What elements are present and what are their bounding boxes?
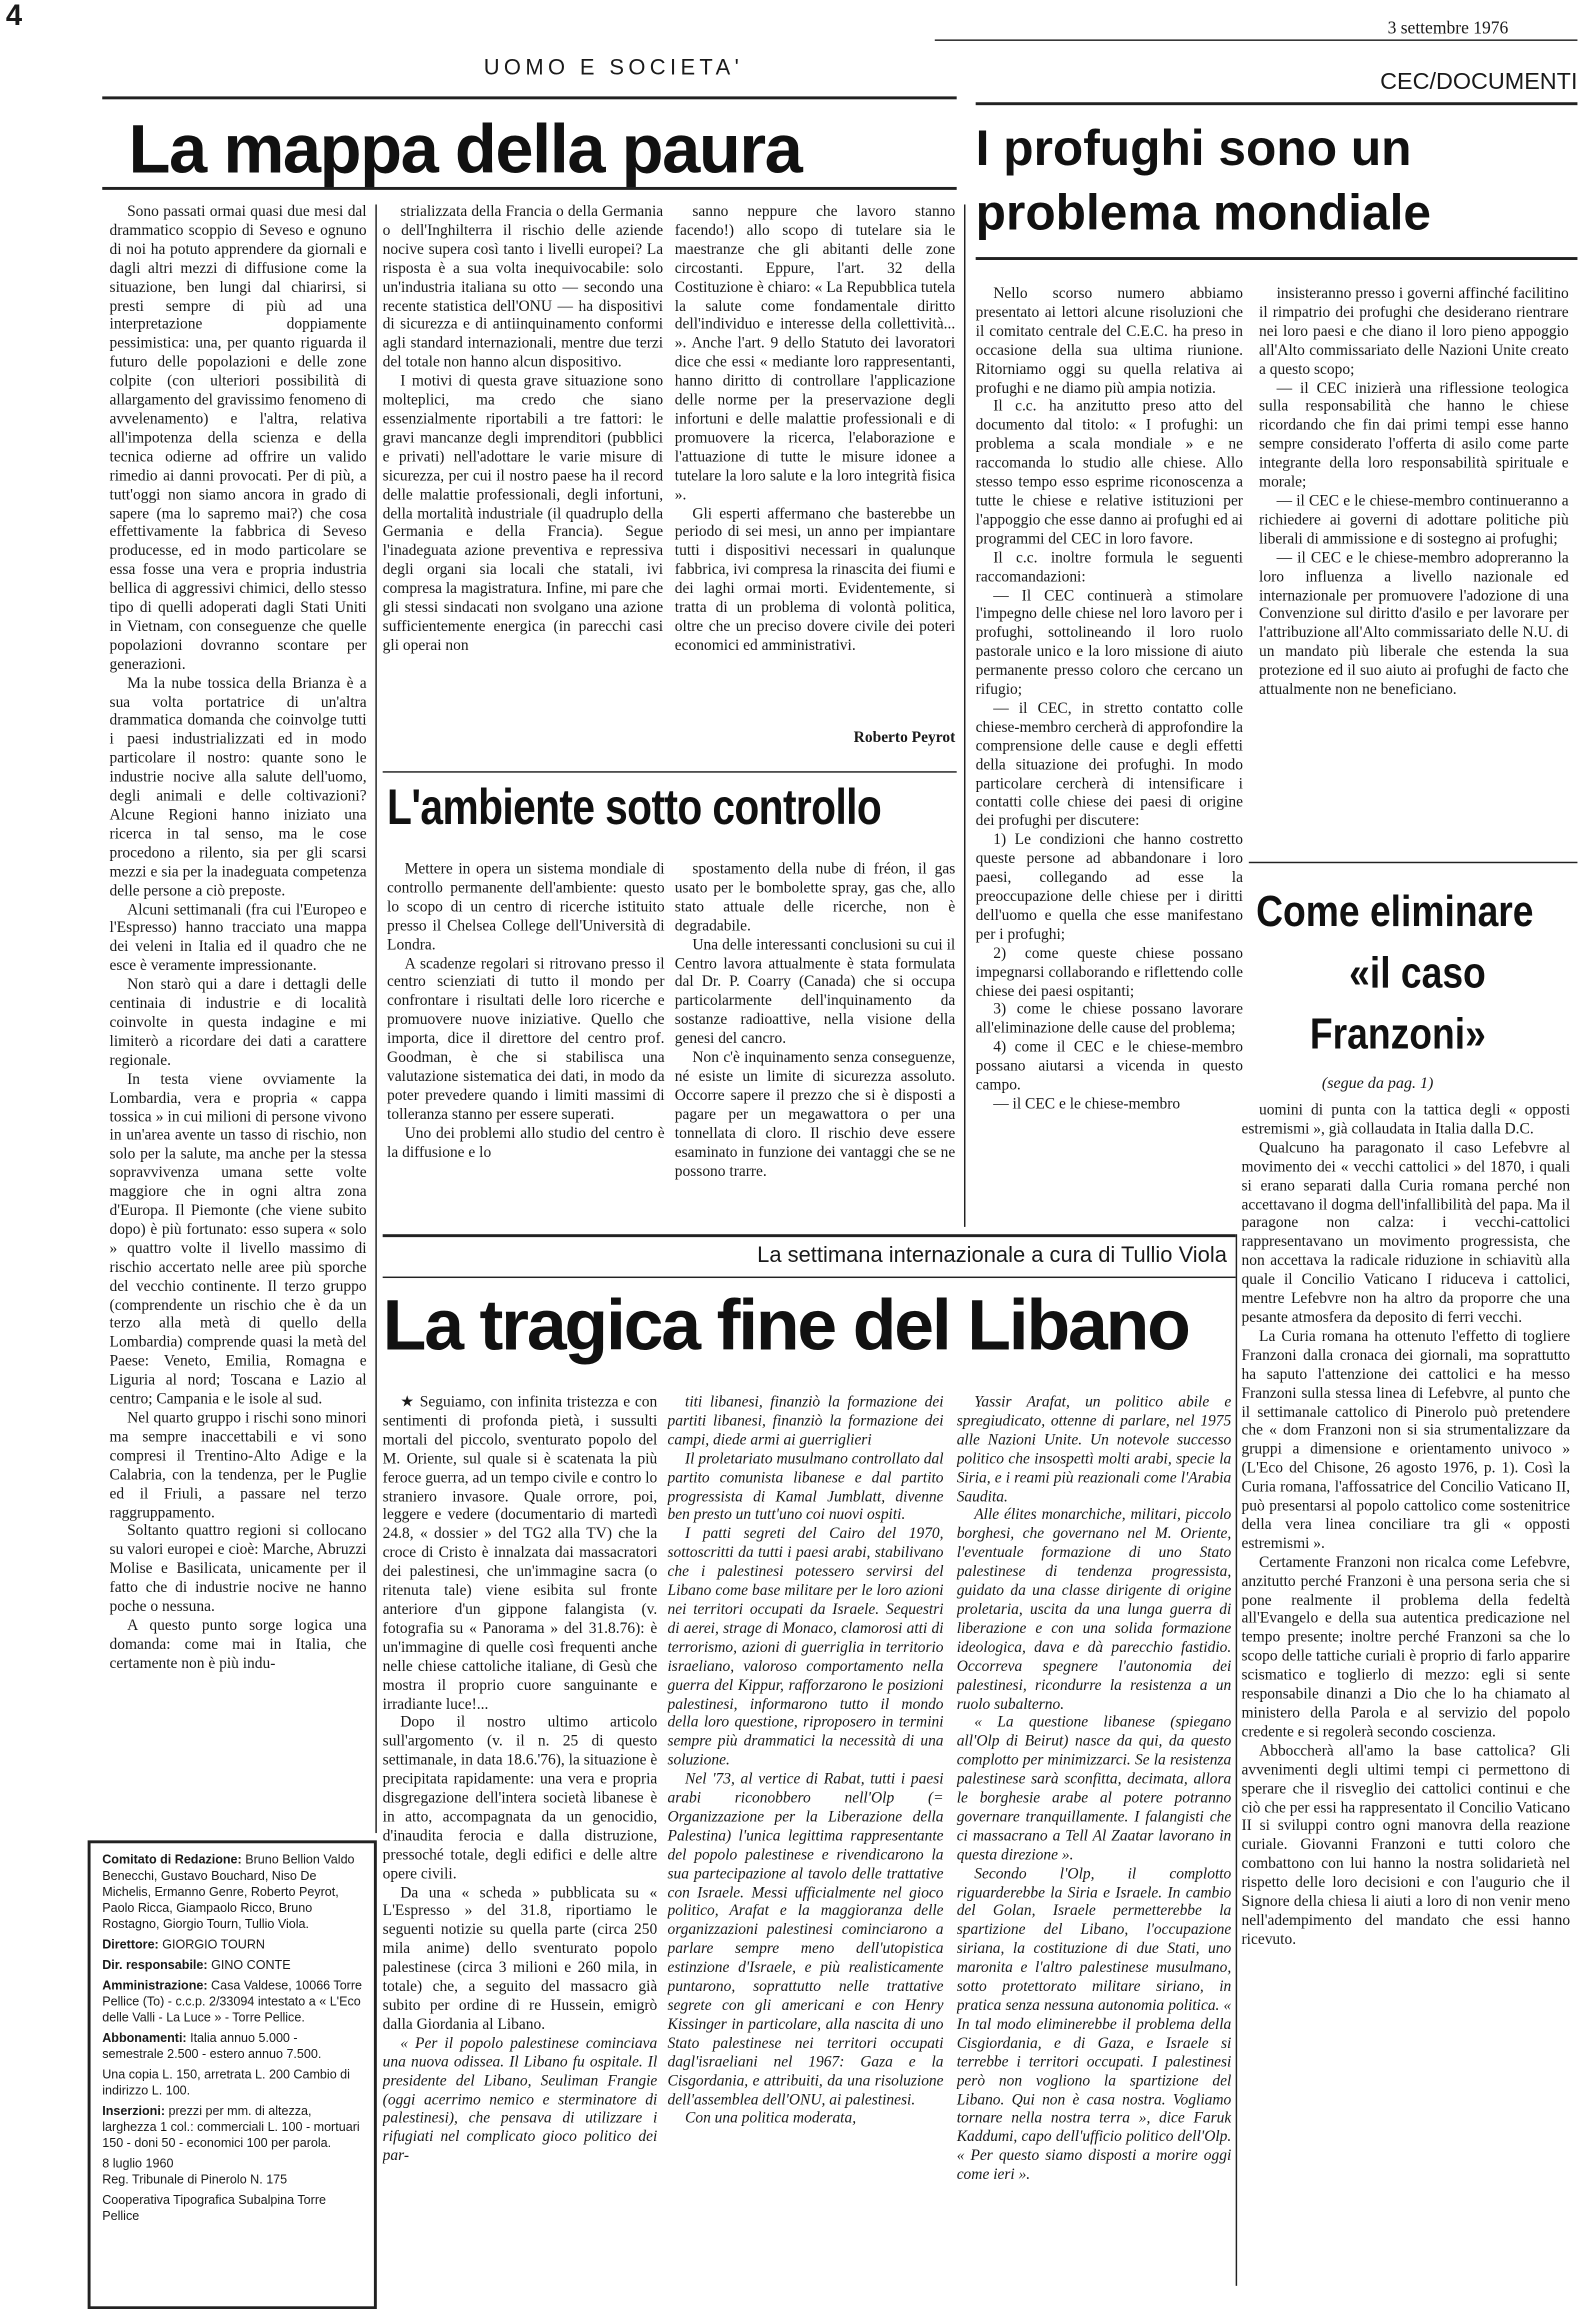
author-byline: Roberto Peyrot <box>853 730 956 747</box>
paragraph: Il c.c. ha anzitutto preso atto del documento dal titolo: « I profughi: un problema a scala mondiale » e ne raccomanda lo studio alle chiese. Allo stesso tempo esso esprime riconoscenza a tutte le chiese e relative istituzioni per l'appoggio che esse danno ai profughi ed ai programmi del CEC in loro favore. <box>975 399 1243 548</box>
article-column <box>387 862 665 1220</box>
paragraph: uomini di punta con la tattica degli « opposti estremismi », già collaudata in Italia dalla D.C. <box>1241 1102 1571 1138</box>
article-column <box>383 204 663 766</box>
headline-ambiente: L'ambiente sotto controllo <box>387 779 882 836</box>
section-title-left: UOMO E SOCIETA' <box>483 55 744 81</box>
divider <box>976 257 1578 260</box>
paragraph: Soltanto quattro regioni si collocano su valori europei e cioè: Marche, Abruzzi Molise e Basilicata, unicamente per il fatto che di industrie nocive ne hanno poche o nessuna. <box>109 1524 367 1616</box>
value: Cooperativa Tipografica Subalpina Torre Pellice <box>102 2192 327 2224</box>
headline-libano: La tragica fine del Libano <box>382 1286 1189 1366</box>
divider <box>383 1234 1236 1237</box>
value: Italia annuo 5.000 - semestrale 2.500 - estero annuo 7.500. <box>102 2030 322 2061</box>
paragraph: titi libanesi, finanziò la formazione dei partiti libanesi, finanziò la formazione dei campi, diede armi ai guerriglieri <box>667 1394 944 1449</box>
paragraph: Qualcuno ha paragonato il caso Lefebvre al movimento dei « vecchi cattolici » del 1870, i quali si erano separati dalla Curia romana perché non accettavano il dogma dell'infallibilità del papa. Ma il paragone non calza: i vecchi-cattolici rappresentavano un movimento progressista, che non accettava la radicale riduzione in schiavitù alla quale il Concilio Vaticano I riduceva i cattolici, mentre Lefebvre non ha altro da proporre che una pesante atmosfera da deposito di ferri vecchi. <box>1241 1140 1571 1327</box>
paragraph: A questo punto sorge logica una domanda: come mai in Italia, che certamente non è più indu- <box>109 1618 367 1673</box>
page-number: 4 <box>5 0 23 33</box>
continued-note: (segue da pag. 1) <box>1321 1075 1434 1093</box>
divider <box>1249 862 1578 863</box>
paragraph: « La questione libanese (spiegano all'Olp di Beirut) nasce da qui, da questo complotto per minimizzarci. Se la resistenza palestinese sarà sconfitta, decimata, allora le borghesie arabe al potere potranno governare tranquillamente. I falangisti che ci massacrano a Tell Al Zaatar lavorano in questa direzione ». <box>956 1715 1232 1864</box>
paragraph: Nel quarto gruppo i rischi sono minori ma sempre inaccettabili e vi sono compresi il Trentino-Alto Adige e la Calabria, con la tendenza, per le Puglie ed il Friuli, a passare nel terzo raggruppamento. <box>109 1410 367 1522</box>
column-rule <box>375 204 376 1833</box>
headline-line: Franzoni» <box>1309 1010 1486 1059</box>
paragraph: Nello scorso numero abbiamo presentato ai lettori alcune risoluzioni che il comitato centrale del C.E.C. ha preso in occasione della sua ultima riunione. Ritorniamo oggi su quella relativa ai profughi e ne diamo più ampia notizia. <box>975 286 1243 397</box>
paragraph: Con una politica moderata, <box>685 2111 857 2128</box>
article-column <box>667 1395 943 2286</box>
paragraph: 4) come il CEC e le chiese-membro possano aiutarsi a vicenda in questo campo. <box>975 1040 1243 1095</box>
headline-line: problema mondiale <box>975 185 1431 241</box>
article-column <box>1259 286 1569 848</box>
paragraph: — il CEC e le chiese-membro continueranno a richiedere ai governi di adottare politiche più liberali di ammissione e di sostegno ai profughi; <box>1259 493 1569 548</box>
paragraph: La Curia romana ha ottenuto l'effetto di togliere Franzoni dalla cronaca dei giornali, ma soprattutto ha saputo l'attenzione dei cattolici e ha messo Franzoni sulla stessa linea di Lefebvre, al punto che il settimanale cattolico di Pinerolo può pretendere che « dom Franzoni non si sia strumentalizzare da gruppi a dimensione e orientamento univoco » (L'Eco del Chisone, 26 agosto 1976, p. 1). Così la Curia romana, l'affossatrice del Concilio Vaticano II, può presentarsi al popolo cattolico come sostenitrice della vera linea conciliare tra gli « opposti estremismi ». <box>1241 1328 1571 1553</box>
divider <box>383 1277 1236 1278</box>
value: Una copia L. 150, arretrata L. 200 Cambio di indirizzo L. 100. <box>102 2066 350 2098</box>
value: 8 luglio 1960 <box>102 2155 174 2171</box>
value: GINO CONTE <box>211 1957 291 1972</box>
column-rule <box>964 204 965 1226</box>
paragraph: sanno neppure che lavoro stanno facendo!) allo scopo di tutelare sia le maestranze che gli abitanti delle zone circostanti. Eppure, l'art. 32 della Costituzione è chiaro: « La Repubblica tutela la salute come fondamentale diritto dell'individuo e interesse della collettività... ». Anche l'art. 9 dello Statuto dei lavoratori dice che essi « mediante loro rappresentanti, hanno diritto di controllare l'applicazione delle norme per la preservazione degli infortuni e delle malattie professionali e di promuovere la ricerca, l'elaborazione e l'attuazione di tutte le misure idonee a tutelare la loro salute e la loro integrità fisica ». <box>674 204 956 504</box>
paragraph: 3) come le chiese possano lavorare all'eliminazione delle cause del problema; <box>975 1002 1243 1038</box>
article-column <box>675 204 955 730</box>
paragraph: Dopo il nostro ultimo articolo sull'argomento (v. il n. 25 di questo settimanale, in data 18.6.'76), la situazione è precipitata rapidamente: una vera e propria disgregazione dell'intera società libanese è in atto, accompagnata da un genocidio, d'inaudita ferocia e dalla distruzione, pressoché totale, degli edifici e delle altre opere civili. <box>382 1715 658 1883</box>
issue-date: 3 settembre 1976 <box>1387 17 1509 38</box>
divider <box>976 102 1578 105</box>
value: Casa Valdese, 10066 Torre Pellice (To) - c.c.p. 2/33094 intestato a « L'Eco delle Valli - La Luce » - Torre Pellice. <box>102 1977 363 2025</box>
paragraph: Certamente Franzoni non ricalca come Lefebvre, anzitutto perché Franzoni è una persona seria che si pone realmente il problema della fedeltà all'Evangelo e della sua autentica predicazione nel tempo presente; inoltre perché Franzoni sa che lo scopo delle tattiche curiali è proprio di farlo apparire scismatico e toglierlo di mezzo: egli si sente responsabile dinanzi a Dio che lo ha chiamato al ministero della Parola e al servizio del popolo credente e si regolerà secondo coscienza. <box>1241 1555 1571 1741</box>
value: Bruno Bellion Valdo Benecchi, Gustavo Bouchard, Niso De Michelis, Ermanno Genre, Roberto Peyrot, Paolo Ricca, Giampaolo Ricco, Bruno Rostagno, Giorgio Tourn, Tullio Viola. <box>102 1852 355 1931</box>
paragraph: In testa viene ovviamente la Lombardia, vera e propria « cappa tossica » in cui milioni di persone vivono in un'area avente un tasso di rischio, non solo per la salute, ma anche per la stessa sopravvivenza umana sette volte maggiore che in ogni altra zona d'Europa. Il Piemonte (che viene subito dopo) è più fortunato: esso supera « solo » quattro volte il livello massimo di rischio accertato nelle aree più sporche del vecchio continente. Il terzo gruppo (comprendente un rischio che è da un terzo alla metà di quello della Lombardia) comprende quasi la metà del Paese: Veneto, Emilia, Romagna e Liguria al nord; Toscana e Lazio al centro; Campania e le isole al sud. <box>109 1071 367 1409</box>
divider <box>935 39 1578 40</box>
article-column <box>383 1395 658 2286</box>
paragraph: A scadenze regolari si ritrovano presso il centro scienziati di tutto il mondo per confrontare i risultati delle loro ricerche e promuovere nuove iniziative. Quello che importa, dice il direttore del centro prof. Goodman, è che si stabilisca una valutazione sistematica dei dati, in modo da poter prevedere quando i limiti massimi di tolleranza stanno per essere superati. <box>387 956 665 1123</box>
paragraph: « Per il popolo palestinese cominciava una nuova odissea. Il Libano fu ospitale. Il presidente del Libano, Seuliman Frangie (oggi acerrimo nemico e sterminatore di palestinesi), che pensava di utilizzare i rifugiati nel complicato gioco politico dei par- <box>382 2035 658 2165</box>
label: Inserzioni: <box>102 2103 166 2118</box>
headline-profughi <box>976 117 1431 246</box>
paragraph: — il CEC, in stretto contatto colle chiese-membro cercherà di approfondire la comprensione delle cause e degli effetti della situazione dei profughi. In modo particolare cercherà di intensificare i contatti colle chiese dei paesi di origine dei profughi per discutere: <box>975 700 1243 831</box>
paragraph: Uno dei problemi allo studio del centro è la diffusione e lo <box>387 1125 665 1161</box>
paragraph: Mettere in opera un sistema mondiale di controllo permanente dell'ambiente: questo lo scopo di un centro di ricerche istituito presso il Chelsea College dell'Università di Londra. <box>387 861 665 954</box>
paragraph: Sono passati ormai quasi due mesi dal drammatico scoppio di Seveso e ognuno di noi ha potuto apprendere da giornali e dagli altri mezzi di diffusione come la situazione, ben lungi dal chiarirsi, si presti sempre di più ad una interpretazione doppiamente pessimistica: una, per quanto riguarda il futuro delle popolazioni e delle zone colpite (con ulteriori possibilità di allargamento del gravissimo fenomeno di avvelenamento) e l'altra, relativa all'impotenza della scienza e della tecnica odierne ad offrire un valido rimedio ai danni provocati. Per di più, a tutt'oggi non siamo ancora in grado di sapere (ma lo sapremo mai?) che cosa effettivamente la fabbrica di Seveso producesse, ed in modo particolare se essa fosse una vera e propria industria bellica di aggressivi chimici, dello stesso tipo di quelli adoperati dagli Stati Uniti in Vietnam, con conseguenze che quelle popolazioni dovranno scontare per generazioni. <box>109 204 367 673</box>
headline-line: Come eliminare <box>1256 888 1534 937</box>
paragraph: 2) come queste chiese possano impegnarsi collaborando e riflettendo colle chiese dei paesi ospitanti; <box>975 946 1243 1000</box>
paragraph: — il CEC e le chiese-membro adopreranno la loro influenza a livello nazionale ed internazionale per promuovere l'adozione di una Convenzione sul diritto d'asilo e per lavorare per l'attribuzione all'Alto commissariato delle N.U. di un mandato più liberale che estenda la sua protezione ed il suo aiuto ai profughi de facto che attualmente non ne beneficiano. <box>1259 550 1569 699</box>
headline-line: I profughi sono un <box>975 121 1412 177</box>
label: Amministrazione: <box>102 1977 208 1993</box>
paragraph: Abboccherà all'amo la base cattolica? Gli avvenimenti degli ultimi tempi ci permettono di sperare che il risveglio dei cattolici continui e che ciò che per essi ha rappresentato il Concilio Vaticano II si sviluppi contro ogni manovra della reazione curiale. Giovanni Franzoni e tutti coloro che combattono con lui hanno la nostra solidarietà nel rispetto delle loro decisioni e con l'augurio che il Signore della chiesa li aiuti a loro di non venir meno nell'adempimento del mandato che essi hanno ricevuto. <box>1241 1743 1571 1949</box>
divider <box>102 187 956 190</box>
article-column <box>675 862 955 1220</box>
paragraph: Alle élites monarchiche, militari, piccolo borghesi, che governano nel M. Oriente, l'eventuale formazione di uno Stato palestinese di tendenza progressista, guidato da una classe dirigente di origine proletaria, uscita da una lunga guerra di liberazione e con una solida formazione ideologica, dava e dà parecchio fastidio. Occorreva spegnere l'autonomia dei palestinesi, ricondurre la resistenza a un ruolo subalterno. <box>956 1507 1232 1713</box>
section-title-right: CEC/DOCUMENTI <box>1380 70 1578 95</box>
value: Reg. Tribunale di Pinerolo N. 175 <box>102 2171 288 2187</box>
label: Dir. responsabile: <box>102 1957 208 1972</box>
paragraph: — Il CEC continuerà a stimolare l'impegno delle chiese nel loro lavoro per i profughi, sottolineando il loro ruolo pastorale unico e la loro missione di aiuto permanente presso coloro che cercano un rifugio; <box>975 587 1243 699</box>
paragraph: Da una « scheda » pubblicata su « L'Espresso » del 31.8, riportiamo le seguenti notizie su quella parte (circa 250 mila anime) dello sventurato popolo palestinese (circa 3 milioni e 260 mila, in totale) che, a seguito del massacro già subito per ordine di re Hussein, emigrò dalla Giordania al Libano. <box>382 1884 658 2034</box>
paragraph: Ma la nube tossica della Brianza è a sua volta portatrice di un'altra drammatica domanda che coinvolge tutti i paesi industrializzati ed in modo particolare il nostro: quante sono le industrie nocive alla salute dell'uomo, degli animali e delle coltivazioni? Alcune Regioni hanno iniziato una ricerca in tal senso, ma le cose procedono a rilento, sia per gli scarsi mezzi e sia per la inadeguata competenza delle persone a ciò preposte. <box>109 675 367 900</box>
value: prezzi per mm. di altezza, larghezza 1 col.: commerciali L. 100 - mortuari 150 - doni 50 - economici 100 per parola. <box>102 2103 360 2151</box>
paragraph: insisteranno presso i governi affinché facilitino il rimpatrio dei profughi che desiderano rientrare nei loro paesi e che diano il loro pieno appoggio all'Alto commissariato delle Nazioni Unite creato a questo scopo; <box>1259 286 1569 378</box>
paragraph: 1) Le condizioni che hanno costretto queste persone ad abbandonare i loro paesi, collegando ad esse la preoccupazione delle chiese per i diritti dell'uomo e quella che esse manifestano per i profughi; <box>975 832 1243 944</box>
paragraph: Nel '73, al vertice di Rabat, tutti i paesi arabi riconobbero nell'Olp (= Organizzazione per la Liberazione della Palestina) l'unica legittima rappresentante del popolo palestinese e rivendicarono la sua partecipazione al tavolo delle trattative con Israele. Messi ufficialmente nel gioco politico, Arafat e la maggioranza delle organizzazioni palestinesi cominciarono a parlare sempre meno dell'utopistica estinzione d'Israele, e più realisticamente puntarono, soprattutto nelle trattative segrete con gli americani e con Henry Kissinger in particolare, alla nascita di uno Stato palestinese nei territori occupati dagl'israeliani nel 1967: Gaza e la Cisgordania, e attribuiti, da una risoluzione dell'assemblea dell'ONU, ai palestinesi. <box>667 1771 944 2109</box>
paragraph: I patti segreti del Cairo del 1970, sottoscritti da tutti i paesi arabi, stabilivano che i palestinesi potessero servirsi del Libano come base militare per le loro azioni nei territori occupati da Israele. Sequestri di aerei, strage di Monaco, clamorosi atti di terrorismo, azioni di guerriglia in territorio israeliano, valoroso comportamento nella guerra del Kippur, rafforzarono le posizioni palestinesi, informarono tutto il mondo della loro questione, riproposero in termini sempre più drammatici la necessità di una soluzione. <box>667 1526 944 1770</box>
paragraph: Alcuni settimanali (fra cui l'Europeo e l'Espresso) hanno tracciato una mappa dei veleni in Italia ed il quadro che ne esce è veramente impressionante. <box>109 901 367 975</box>
divider <box>102 96 956 99</box>
paragraph: spostamento della nube di fréon, il gas usato per le bombolette spray, gas che, allo stato attuale delle ricerche, non è degradabile. <box>674 861 956 935</box>
masthead-box <box>88 1840 377 2309</box>
paragraph: Non c'è inquinamento senza conseguenze, né esiste un limite di sicurezza assoluto. Occorre sapere il prezzo che si è disposti a pagare per un megawattora o per una tonnellata di cloro. Il rischio deve essere esaminato in funzione dei vantaggi che se ne possono trarre. <box>674 1050 956 1180</box>
paragraph: strializzata della Francia o della Germania o dell'Inghilterra il rischio delle aziende nocive supera così tanto i livelli europei? La risposta è a sua volta inequivocabile: solo un'industria italiana su otto — secondo una recente statistica dell'ONU — ha dispositivi di sicurezza e di antiinquinamento conformi agli standard internazionali, mentre due terzi del totale non hanno alcun dispositivo. <box>382 204 664 372</box>
paragraph: I motivi di questa grave situazione sono molteplici, ma credo che siano essenzialmente riportabili a tre fattori: le gravi mancanze degli imprenditori (pubblici e privati) nell'adottare le varie misure di sicurezza, per cui il nostro paese ha il record delle malattie professionali, degli infortuni, della mortalità industriale (il quadruplo della Germania e della Francia). Segue l'inadeguata azione preventiva e repressiva degli organi sia locali che statali, ivi compresa la magistratura. Infine, mi pare che gli stessi sindacati non svolgano una azione sufficientemente energica (in parecchi casi gli operai non <box>382 374 664 655</box>
section-kicker: La settimana internazionale a cura di Tullio Viola <box>757 1242 1227 1268</box>
paragraph: Gli esperti affermano che basterebbe un periodo di sei mesi, un anno per impiantare tutti i dispositivi necessari in qualunque fabbrica, ivi compresa la rinascita dei fiumi e dei laghi ormai morti. Evidentemente, si tratta di un problema di volontà politica, oltre che un preciso dovere civile dei poteri economici ed amministrativi. <box>674 506 956 655</box>
label: Abbonamenti: <box>102 2030 187 2045</box>
value: GIORGIO TOURN <box>162 1936 266 1952</box>
paragraph: Il proletariato musulmano controllato dal partito comunista libanese e dal partito progressista di Kamal Jumblatt, divenne ben presto un tutt'uno coi nuovi ospiti. <box>667 1451 944 1525</box>
paragraph: Secondo l'Olp, il complotto riguarderebbe la Siria e Israele. In cambio del Golan, Israele permetterebbe la spartizione del Libano, l'occupazione siriana, la costituzione di due Stati, uno maronita e l'altro palestinese musulmano, sotto protettorato militare siriano, in pratica senza nessuna autonomia politica. « In tal modo eliminerebbe il problema della Cisgiordania, e di Gaza, e Israele si terrebbe i territori occupati. I palestinesi però non vogliono la spartizione del Libano. Qui non è casa nostra. Vogliamo tornare nella nostra terra », dice Faruk Kaddumi, capo dell'ufficio politico dell'Olp. « Per questo siamo disposti a morire oggi come ieri ». <box>956 1866 1232 2184</box>
article-column <box>1242 1103 1571 2283</box>
paragraph: ★ Seguiamo, con infinita tristezza e con sentimenti di profonda pietà, i sussulti mortali del piccolo, sventurato popolo del M. Oriente, sul quale si è scatenata la più feroce guerra, ad un tempo civile e contro lo straniero invasore. Quale orrore, poi, leggere e vedere (documentario di martedì 24.8, « dossier » del TG2 alla TV) che la croce di Cristo è innalzata dai massacratori dei palestinesi, che un'immagine sacra (o ritenuta tale) viene esibita sul fronte anteriore d'un gippone falangista (v. fotografia su « Panorama » del 31.8.76): è un'immagine di quelle così frequenti anche nelle chiese cattoliche italiane, di Gesù che mostra il proprio cuore sanguinante e irradiante luce!... <box>382 1394 658 1713</box>
paragraph: — il CEC e le chiese-membro <box>993 1096 1181 1113</box>
paragraph: Il c.c. inoltre formula le seguenti raccomandazioni: <box>975 550 1243 586</box>
paragraph: Non starò qui a dare i dettagli delle centinaia di industrie e di località coinvolte in questa indagine e mi limiterò a ricordare dei dati a carattere regionale. <box>109 977 367 1069</box>
label: Direttore: <box>102 1936 159 1952</box>
article-column <box>957 1395 1232 2286</box>
paragraph: Yassir Arafat, un politico abile e spregiudicato, ottenne di parlare, nel 1975 alle Nazioni Unite. Un notevole successo politico che insospettì molti arabi, specie la Siria, e i reami più reazionali come l'Arabia Saudita. <box>956 1394 1232 1506</box>
label: Comitato di Redazione: <box>102 1852 242 1867</box>
column-rule <box>1236 1234 1237 2286</box>
paragraph: Una delle interessanti conclusioni su cui il Centro lavora attualmente è stata formulata dal Dr. P. Coarry (Canada) che si occupa particolarmente dell'inquinamento da sostanze radioattive, nella visione della genesi del cancro. <box>674 937 956 1048</box>
headline-line: «il caso <box>1349 949 1486 998</box>
headline-franzoni <box>1256 882 1534 1066</box>
paragraph: — il CEC inizierà una riflessione teologica sulla responsabilità che hanno le chiese ricordando che fin dai primi tempi esse hanno sempre considerato l'offerta di asilo come parte integrante della loro responsabilità spirituale e morale; <box>1259 380 1569 491</box>
headline-mappa: La mappa della paura <box>128 109 802 187</box>
divider <box>383 771 957 772</box>
article-column <box>976 286 1243 1228</box>
article-column <box>110 204 367 1833</box>
